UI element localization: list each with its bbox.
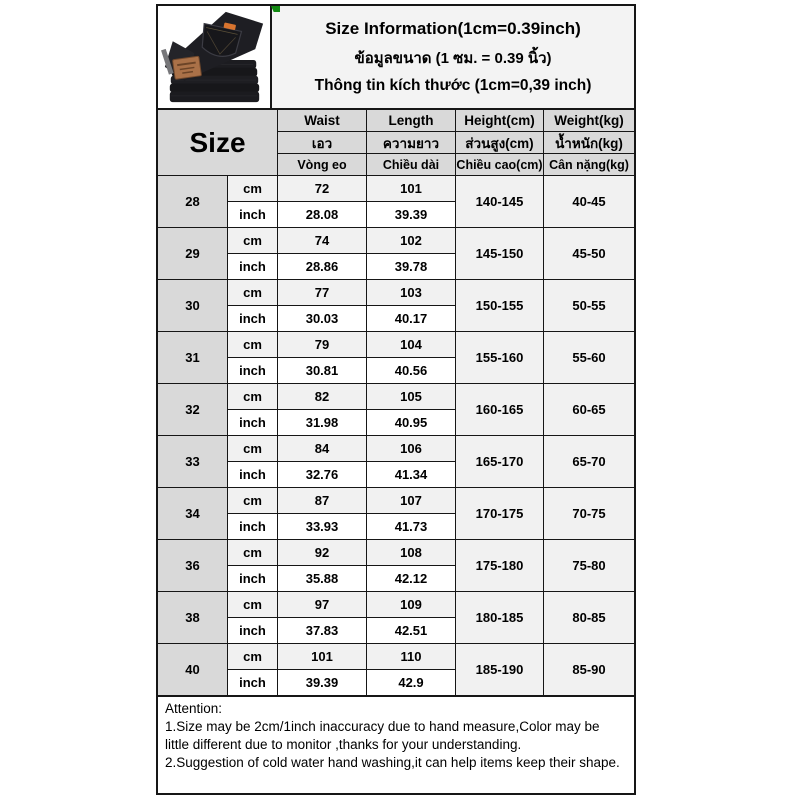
length-cm-value: 103: [367, 280, 455, 305]
waist-inch-value: 37.83: [278, 618, 366, 643]
height-header-en: Height(cm): [456, 110, 543, 131]
weight-range-cell: 50-55: [544, 280, 634, 331]
weight-range-cell: 80-85: [544, 592, 634, 643]
title-block: [272, 6, 634, 108]
title-en: Size Information(1cm=0.39inch): [325, 19, 581, 38]
unit-cm-label: cm: [228, 280, 277, 305]
height-header-th: ส่วนสูง(cm): [456, 132, 543, 153]
length-inch-value: 40.95: [367, 410, 455, 435]
size-row-group-34: [158, 488, 634, 539]
weight-range-cell: 55-60: [544, 332, 634, 383]
size-cell: 31: [158, 332, 227, 383]
size-row-group-38: [158, 592, 634, 643]
length-inch-value: 42.9: [367, 670, 455, 695]
title-vi: Thông tin kích thước (1cm=0,39 inch): [314, 77, 592, 94]
waist-inch-value: 32.76: [278, 462, 366, 487]
size-column-header: Size: [158, 110, 277, 175]
length-cm-value: 110: [367, 644, 455, 669]
height-range-cell: 170-175: [456, 488, 543, 539]
length-inch-value: 39.78: [367, 254, 455, 279]
length-cm-value: 104: [367, 332, 455, 357]
waist-cm-value: 79: [278, 332, 366, 357]
size-chart: [156, 4, 636, 795]
unit-inch-label: inch: [228, 254, 277, 279]
height-range-cell: 155-160: [456, 332, 543, 383]
unit-inch-label: inch: [228, 618, 277, 643]
height-range-cell: 185-190: [456, 644, 543, 695]
length-cm-value: 106: [367, 436, 455, 461]
length-cm-value: 101: [367, 176, 455, 201]
size-row-group-30: [158, 280, 634, 331]
size-row-group-29: [158, 228, 634, 279]
unit-cm-label: cm: [228, 488, 277, 513]
weight-range-cell: 40-45: [544, 176, 634, 227]
weight-range-cell: 75-80: [544, 540, 634, 591]
attention-heading: Attention:: [165, 701, 223, 716]
unit-inch-label: inch: [228, 306, 277, 331]
size-row-group-36: [158, 540, 634, 591]
length-inch-value: 41.73: [367, 514, 455, 539]
size-cell: 33: [158, 436, 227, 487]
size-row-group-32: [158, 384, 634, 435]
waist-header-th: เอว: [278, 132, 366, 153]
length-inch-value: 42.51: [367, 618, 455, 643]
unit-cm-label: cm: [228, 176, 277, 201]
weight-range-cell: 45-50: [544, 228, 634, 279]
waist-cm-value: 92: [278, 540, 366, 565]
length-header-th: ความยาว: [367, 132, 455, 153]
length-inch-value: 39.39: [367, 202, 455, 227]
waist-inch-value: 30.03: [278, 306, 366, 331]
unit-inch-label: inch: [228, 202, 277, 227]
waist-inch-value: 30.81: [278, 358, 366, 383]
length-cm-value: 109: [367, 592, 455, 617]
weight-header-th: น้ำหนัก(kg): [544, 132, 634, 153]
unit-cm-label: cm: [228, 228, 277, 253]
height-header-vi: Chiều cao(cm): [456, 154, 543, 175]
waist-cm-value: 97: [278, 592, 366, 617]
unit-cm-label: cm: [228, 644, 277, 669]
unit-inch-label: inch: [228, 410, 277, 435]
unit-cm-label: cm: [228, 436, 277, 461]
height-range-cell: 160-165: [456, 384, 543, 435]
unit-cm-label: cm: [228, 384, 277, 409]
waist-inch-value: 33.93: [278, 514, 366, 539]
waist-cm-value: 87: [278, 488, 366, 513]
waist-cm-value: 84: [278, 436, 366, 461]
attention-section: [158, 695, 634, 793]
title-th: ข้อมูลขนาด (1 ซม. = 0.39 นิ้ว): [354, 50, 552, 67]
jeans-photo: [159, 7, 269, 107]
size-table: [158, 110, 634, 695]
unit-cm-label: cm: [228, 592, 277, 617]
size-row-group-40: [158, 644, 634, 695]
length-inch-value: 41.34: [367, 462, 455, 487]
unit-inch-label: inch: [228, 670, 277, 695]
unit-inch-label: inch: [228, 566, 277, 591]
size-cell: 29: [158, 228, 227, 279]
attention-note-1: 1.Size may be 2cm/1inch inaccuracy due to hand measure,Color may be little different due to monitor ,thanks for your understanding.: [165, 718, 600, 752]
size-cell: 36: [158, 540, 227, 591]
length-cm-value: 107: [367, 488, 455, 513]
attention-note-2: 2.Suggestion of cold water hand washing,it can help items keep their shape.: [165, 754, 620, 770]
height-range-cell: 165-170: [456, 436, 543, 487]
height-range-cell: 175-180: [456, 540, 543, 591]
weight-range-cell: 65-70: [544, 436, 634, 487]
height-range-cell: 145-150: [456, 228, 543, 279]
height-range-cell: 180-185: [456, 592, 543, 643]
size-row-group-33: [158, 436, 634, 487]
length-cm-value: 102: [367, 228, 455, 253]
size-row-group-31: [158, 332, 634, 383]
waist-cm-value: 82: [278, 384, 366, 409]
weight-range-cell: 85-90: [544, 644, 634, 695]
header-row: [158, 6, 634, 110]
unit-inch-label: inch: [228, 514, 277, 539]
size-row-group-28: [158, 176, 634, 227]
length-header-en: Length: [367, 110, 455, 131]
waist-inch-value: 35.88: [278, 566, 366, 591]
waist-cm-value: 74: [278, 228, 366, 253]
length-cm-value: 105: [367, 384, 455, 409]
unit-inch-label: inch: [228, 462, 277, 487]
waist-header-en: Waist: [278, 110, 366, 131]
table-header: [158, 110, 634, 175]
unit-cm-label: cm: [228, 332, 277, 357]
weight-header-vi: Cân nặng(kg): [544, 154, 634, 175]
size-cell: 40: [158, 644, 227, 695]
size-cell: 34: [158, 488, 227, 539]
length-inch-value: 40.17: [367, 306, 455, 331]
waist-inch-value: 28.86: [278, 254, 366, 279]
length-inch-value: 42.12: [367, 566, 455, 591]
size-cell: 28: [158, 176, 227, 227]
waist-header-vi: Vòng eo: [278, 154, 366, 175]
weight-range-cell: 70-75: [544, 488, 634, 539]
waist-inch-value: 39.39: [278, 670, 366, 695]
product-image-cell: [158, 6, 272, 108]
waist-inch-value: 31.98: [278, 410, 366, 435]
waist-cm-value: 77: [278, 280, 366, 305]
waist-cm-value: 101: [278, 644, 366, 669]
weight-header-en: Weight(kg): [544, 110, 634, 131]
unit-inch-label: inch: [228, 358, 277, 383]
height-range-cell: 150-155: [456, 280, 543, 331]
length-inch-value: 40.56: [367, 358, 455, 383]
size-cell: 32: [158, 384, 227, 435]
waist-inch-value: 28.08: [278, 202, 366, 227]
weight-range-cell: 60-65: [544, 384, 634, 435]
unit-cm-label: cm: [228, 540, 277, 565]
length-header-vi: Chiều dài: [367, 154, 455, 175]
length-cm-value: 108: [367, 540, 455, 565]
height-range-cell: 140-145: [456, 176, 543, 227]
size-cell: 38: [158, 592, 227, 643]
waist-cm-value: 72: [278, 176, 366, 201]
size-cell: 30: [158, 280, 227, 331]
